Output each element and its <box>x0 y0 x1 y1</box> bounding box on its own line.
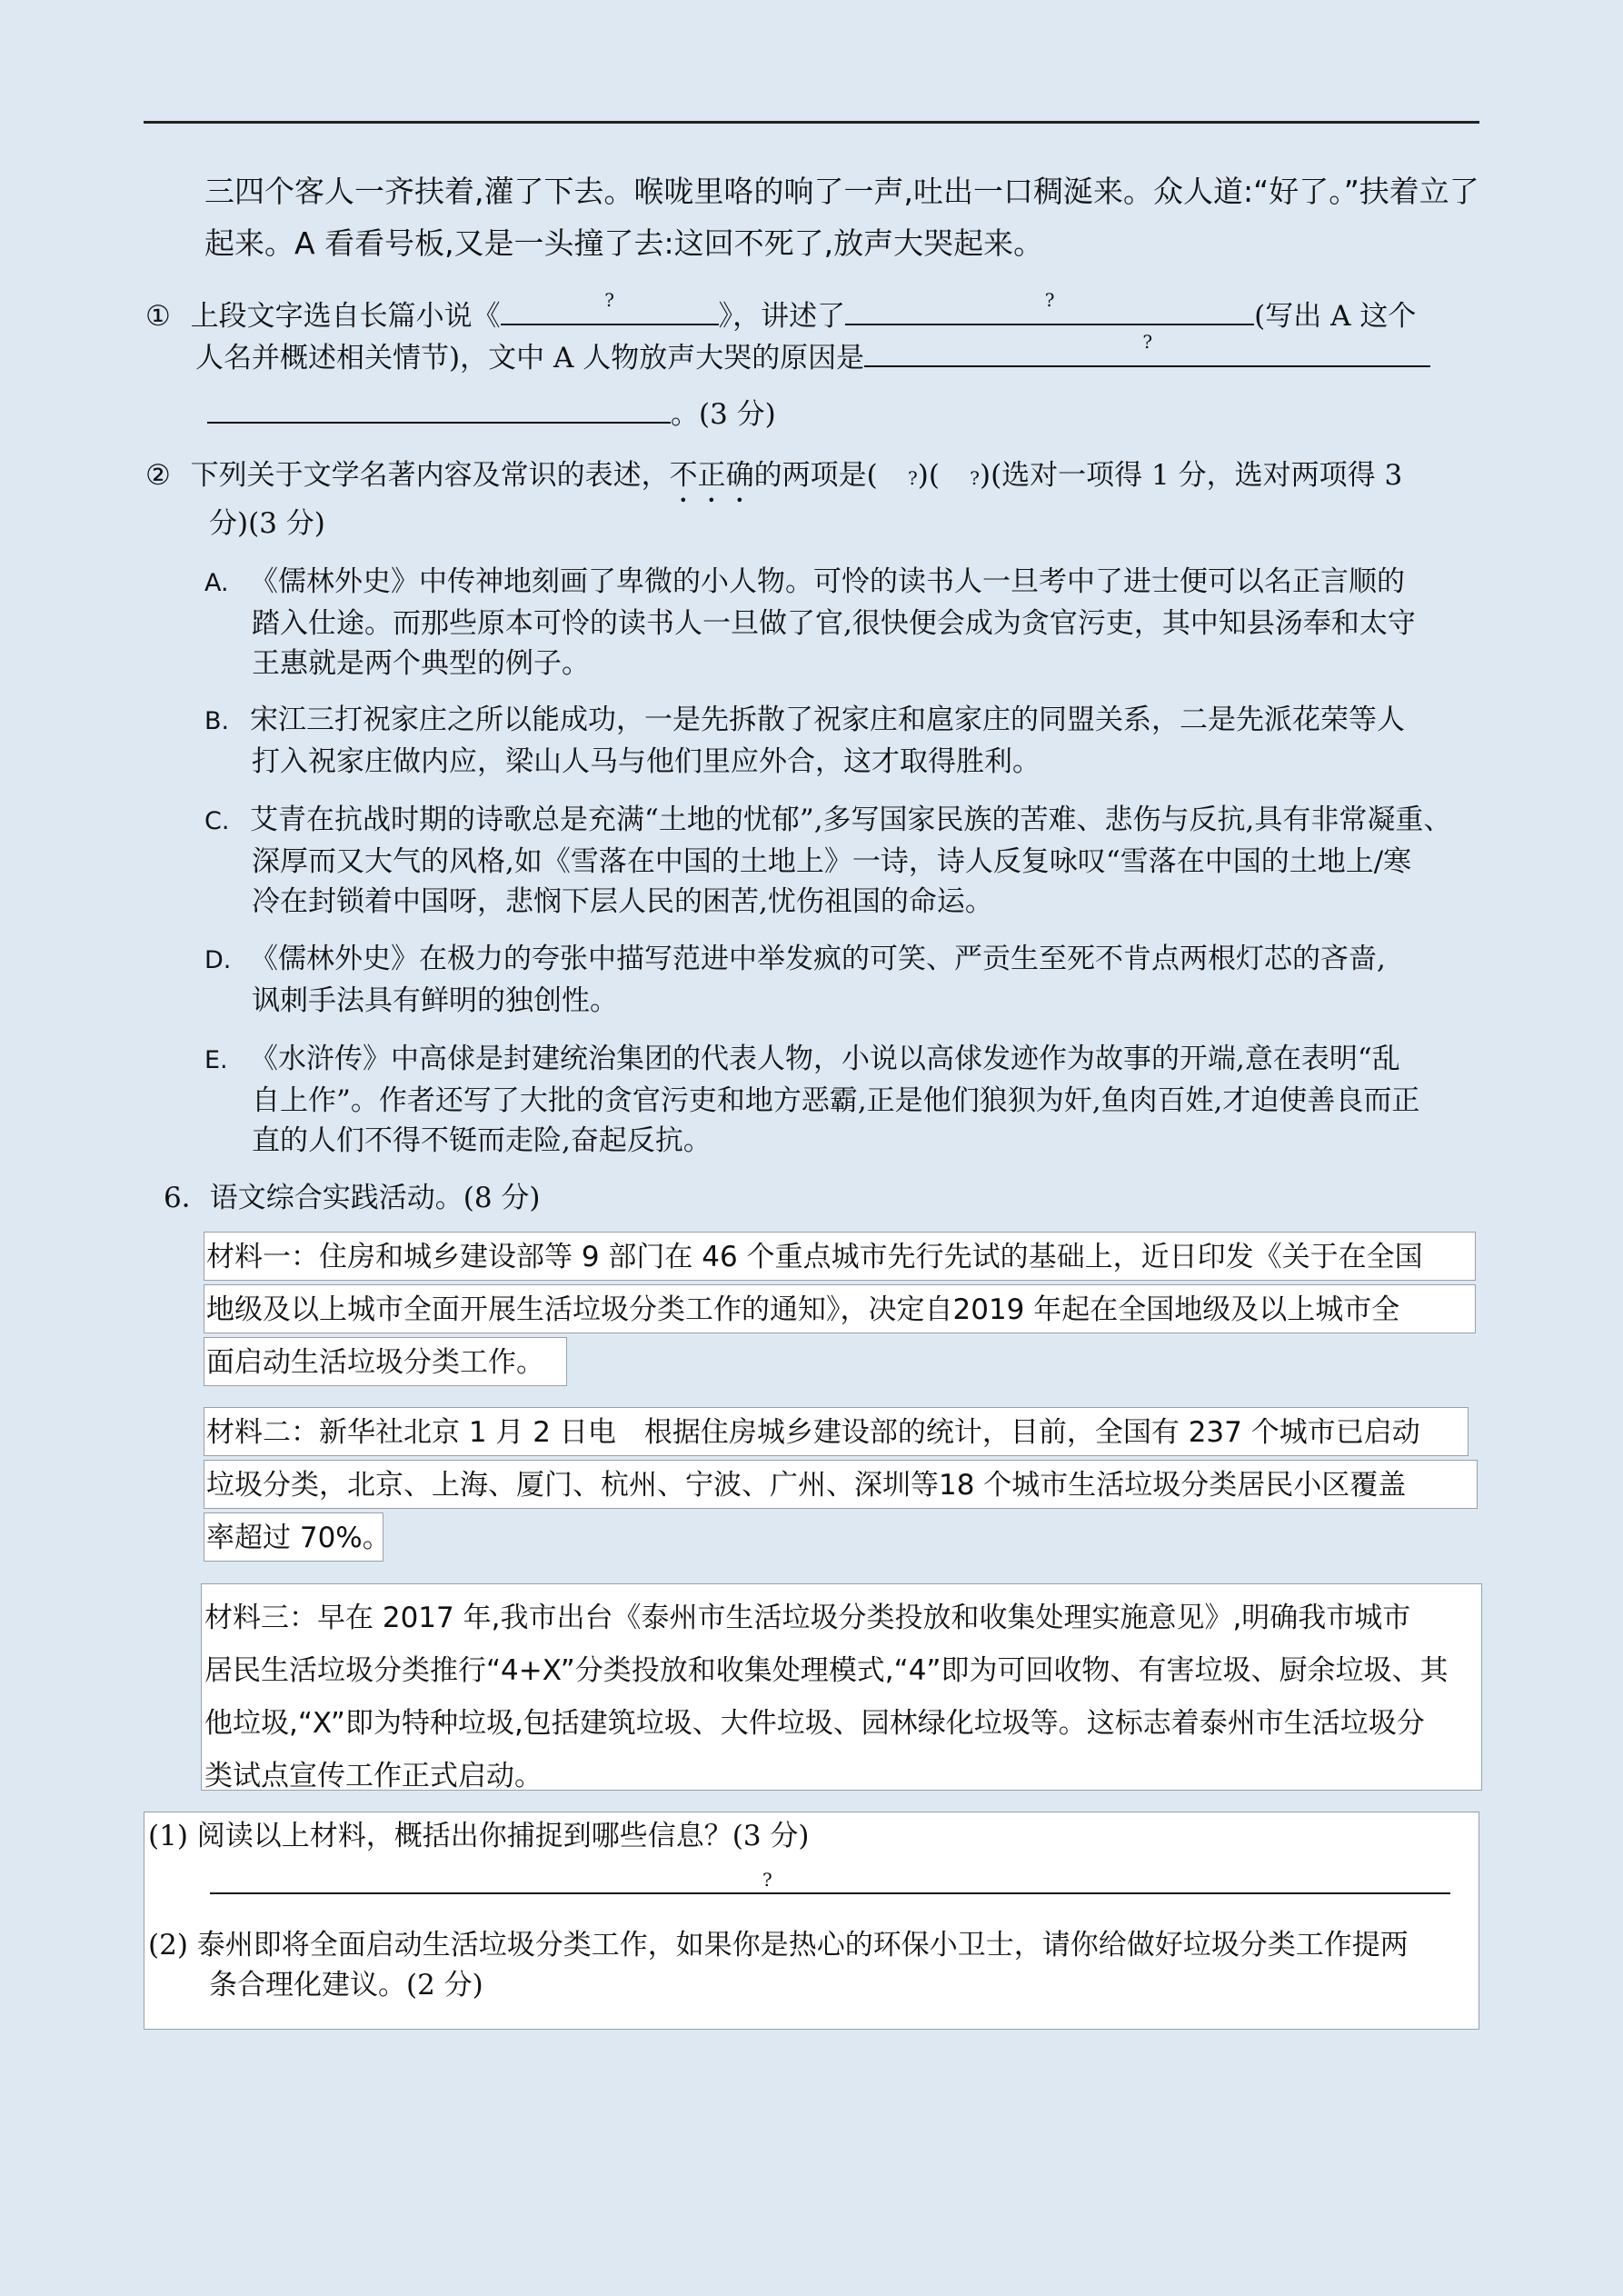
placeholder-glyph: ? <box>604 289 615 311</box>
top-rule <box>144 121 1479 124</box>
option-letter: E. <box>204 1046 228 1074</box>
option-text: 讽刺手法具有鲜明的独创性。 <box>252 984 618 1017</box>
option-letter: A. <box>204 569 229 597</box>
question-2-text-d: )(选对一项得 1 分，选对两项得 3 <box>979 459 1403 492</box>
material-2-line-3: 率超过 70%。 <box>204 1512 383 1562</box>
option-letter: C. <box>204 807 230 835</box>
plot-summary-blank[interactable] <box>845 289 1254 325</box>
question-2-text-a: 下列关于文学名著内容及常识的表述， <box>190 459 670 492</box>
question-1-number: ① <box>145 300 171 333</box>
question-2-text-b: 的两项是( <box>753 459 878 492</box>
option-b[interactable] <box>204 700 1477 782</box>
option-text: 深厚而又大气的风格,如《雪落在中国的土地上》一诗，诗人反复咏叹“雪落在中国的土地上/寒 <box>252 845 1412 878</box>
option-a[interactable] <box>204 562 1477 684</box>
option-text: 《儒林外史》中传神地刻画了卑微的小人物。可怜的读书人一旦考中了进士便可以名正言顺的 <box>250 565 1405 598</box>
material-3-line-4: 类试点宣传工作正式启动。 <box>204 1760 543 1792</box>
material-2-line-2: 垃圾分类，北京、上海、厦门、杭州、宁波、广州、深圳等18 个城市生活垃圾分类居民小区覆盖 <box>204 1460 1478 1509</box>
material-3-line-2: 居民生活垃圾分类推行“4+X”分类投放和收集处理模式,“4”即为可回收物、有害垃圾、厨余垃圾、其 <box>204 1654 1449 1687</box>
placeholder-glyph: ? <box>970 467 980 489</box>
option-d[interactable] <box>204 939 1477 1021</box>
option-text: 踏入仕途。而那些原本可怜的读书人一旦做了官,很快便会成为贪官污吏，其中知县汤奉和太守 <box>252 607 1416 640</box>
material-2-line-1: 材料二：新华社北京 1 月 2 日电 根据住房城乡建设部的统计，目前，全国有 237 个城市已启动 <box>204 1407 1469 1456</box>
answer-slot-1[interactable] <box>878 450 918 504</box>
option-text: 直的人们不得不铤而走险,奋起反抗。 <box>252 1124 712 1157</box>
material-1-line-1: 材料一：住房和城乡建设部等 9 部门在 46 个重点城市先行先试的基础上，近日印发《关于在全国 <box>204 1232 1476 1281</box>
question-1-line-3 <box>207 389 776 440</box>
question-1-text-c: (写出 A 这个 <box>1254 300 1417 333</box>
emphasis-not-correct: 不正确 <box>669 459 754 492</box>
question-1-score: 。(3 分) <box>671 398 776 431</box>
placeholder-glyph: ? <box>1142 331 1153 353</box>
option-e[interactable] <box>204 1039 1477 1161</box>
option-text: 冷在封锁着中国呀，悲悯下层人民的困苦,忧伤祖国的命运。 <box>252 885 993 918</box>
question-1-text-b: 》，讲述了 <box>718 300 846 333</box>
placeholder-glyph: ? <box>908 467 918 489</box>
material-3-line-1: 材料三：早在 2017 年,我市出台《泰州市生活垃圾分类投放和收集处理实施意见》,明确我市城市 <box>204 1602 1411 1634</box>
sub-question-2-line-1: (2) 泰州即将全面启动生活垃圾分类工作，如果你是热心的环保小卫士，请你给做好垃圾分类工作提两 <box>148 1929 1409 1962</box>
placeholder-glyph: ? <box>762 1869 772 1891</box>
question-2-number: ② <box>145 459 171 492</box>
question-1-text-d: 人名并概述相关情节)，文中 A 人物放声大哭的原因是 <box>195 342 865 374</box>
section-6-title: 6．语文综合实践活动。(8 分) <box>164 1182 541 1214</box>
passage-line-2: 起来。A 看看号板,又是一头撞了去:这回不死了,放声大哭起来。 <box>204 225 1044 261</box>
option-text: 艾青在抗战时期的诗歌总是充满“土地的忧郁”,多写国家民族的苦难、悲伤与反抗,具有非常凝重、 <box>250 804 1452 836</box>
material-1-line-3: 面启动生活垃圾分类工作。 <box>204 1337 567 1386</box>
sub-questions-box <box>144 1812 1479 2030</box>
option-text: 《儒林外史》在极力的夸张中描写范进中举发疯的可笑、严贡生至死不肯点两根灯芯的吝啬, <box>250 943 1386 975</box>
option-text: 王惠就是两个典型的例子。 <box>252 647 590 680</box>
question-1-line-2 <box>195 333 1430 384</box>
question-2-line-2: 分)(3 分) <box>209 507 325 540</box>
option-letter: D. <box>204 946 232 974</box>
question-1-text-a: 上段文字选自长篇小说《 <box>190 300 501 333</box>
reason-blank-continued[interactable] <box>207 396 671 424</box>
reason-blank[interactable] <box>864 331 1430 367</box>
question-2-text-c: )( <box>917 459 940 492</box>
option-c[interactable] <box>204 800 1477 922</box>
option-text: 自上作”。作者还写了大批的贪官污吏和地方恶霸,正是他们狼狈为奸,鱼肉百姓,才迫使善良而正 <box>252 1084 1420 1117</box>
option-text: 《水浒传》中高俅是封建统治集团的代表人物，小说以高俅发迹作为故事的开端,意在表明“乱 <box>250 1043 1400 1075</box>
material-3-line-3: 他垃圾,“X”即为特种垃圾,包括建筑垃圾、大件垃圾、园林绿化垃圾等。这标志着泰州市生活垃圾分 <box>204 1707 1425 1740</box>
novel-title-blank[interactable] <box>501 289 719 325</box>
option-text: 打入祝家庄做内应，梁山人马与他们里应外合，这才取得胜利。 <box>252 745 1041 778</box>
material-1-line-2: 地级及以上城市全面开展生活垃圾分类工作的通知》，决定自2019 年起在全国地级及以上城市全 <box>204 1284 1476 1333</box>
material-3-box <box>201 1583 1482 1791</box>
passage-line-1: 三四个客人一齐扶着,灌了下去。喉咙里咯的响了一声,吐出一口稠涎来。众人道:“好了。”扶着立了 <box>204 174 1479 209</box>
sub-question-2-line-2: 条合理化建议。(2 分) <box>209 1969 483 2002</box>
question-2-line-1 <box>145 450 1402 509</box>
option-letter: B. <box>204 707 230 735</box>
answer-slot-2[interactable] <box>940 450 980 504</box>
sub-question-1: (1) 阅读以上材料，概括出你捕捉到哪些信息？(3 分) <box>148 1820 810 1852</box>
placeholder-glyph: ? <box>1044 289 1055 311</box>
option-text: 宋江三打祝家庄之所以能成功，一是先拆散了祝家庄和扈家庄的同盟关系，二是先派花荣等人 <box>250 704 1405 736</box>
answer-line-1[interactable] <box>210 1892 1450 1894</box>
